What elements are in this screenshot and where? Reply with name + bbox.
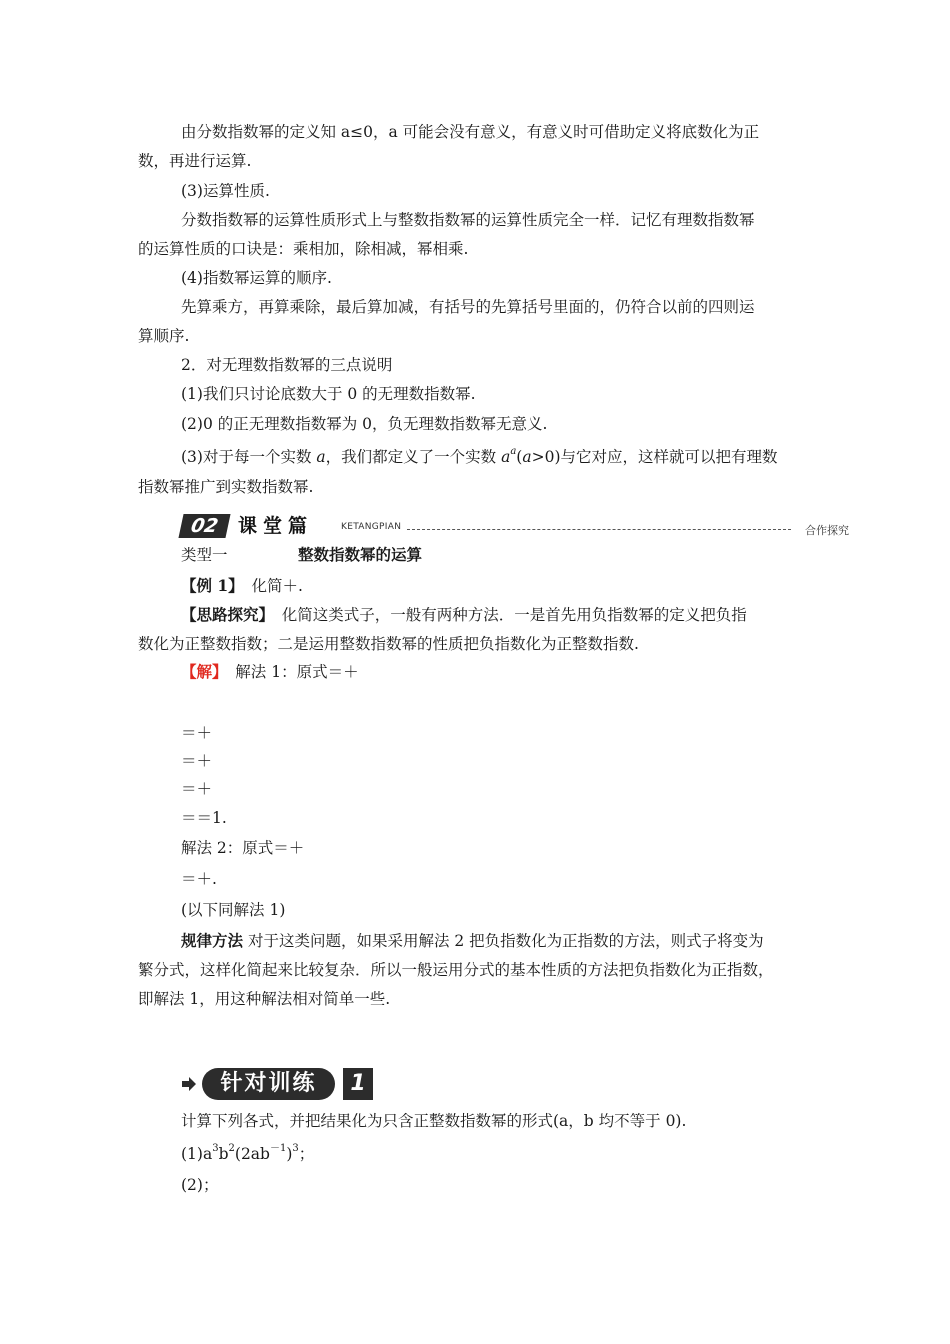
idea-paragraph: 【思路探究】 化简这类式子，一般有两种方法．一是首先用负指数幂的定义把负指 [181,605,747,624]
solution-line-1: 【解】 解法 1：原式＝＋ [181,662,359,681]
solution-method-2: 解法 2：原式＝＋ [181,839,305,857]
intro-paragraph-2-cont: 的运算性质的口诀是：乘相加，除相减，幂相乘. [138,240,469,258]
example-text: 化简＋. [251,577,303,595]
intro-paragraph-3: 先算乘方，再算乘除，最后算加减，有括号的先算括号里面的，仍符合以前的四则运 [181,298,755,316]
section-number-badge: 02 [178,514,230,538]
intro-paragraph-1: 由分数指数幂的定义知 a≤0，a 可能会没有意义，有意义时可借助定义将底数化为正 [181,123,760,141]
exercise-item-2: (2)； [181,1176,219,1194]
intro-paragraph-1-cont: 数，再进行运算. [138,152,252,170]
idea-label: 【思路探究】 [181,605,267,624]
point-item-1: (1)我们只讨论底数大于 0 的无理数指数幂. [181,385,476,403]
solution-label: 【解】 [181,662,220,681]
heading-operation-properties: (3)运算性质. [181,182,270,200]
section-pinyin: KETANGPIAN [341,522,402,532]
training-banner [181,1066,401,1102]
exercise-item-1: $(1)a^3b^2(2ab^{-1})^3$； [181,1142,315,1163]
solution-step-1: ＝＋ [181,724,213,742]
solution-step-5: ＝＋. [181,870,217,888]
section-tag: 合作探究 [805,524,849,537]
solution-step-4: ＝＝1. [181,809,227,827]
section-divider [407,529,791,530]
intro-paragraph-3-cont: 算顺序. [138,327,190,345]
rule-paragraph-cont-1: 繁分式，这样化简起来比较复杂．所以一般运用分式的基本性质的方法把负指数化为正指数， [138,961,774,979]
training-number: 1 [343,1068,373,1100]
training-title: 针对训练 [202,1068,335,1100]
type-heading [181,545,581,565]
solution-note: (以下同解法 1) [181,901,286,919]
type-title: 整数指数幂的运算 [298,545,423,564]
rule-paragraph: 规律方法 对于这类问题，如果采用解法 2 把负指数化为正指数的方法，则式子将变为 [181,931,764,950]
solution-step-3: ＝＋ [181,780,213,798]
point-2-heading: 2．对无理数指数幂的三点说明 [181,356,393,374]
exercise-question: 计算下列各式，并把结果化为只含正整数指数幂的形式(a，b 均不等于 0). [181,1112,687,1130]
idea-paragraph-cont: 数化为正整数指数；二是运用整数指数幂的性质把负指数化为正整数指数. [138,635,639,653]
intro-paragraph-2: 分数指数幂的运算性质形式上与整数指数幂的运算性质完全一样．记忆有理数指数幂 [181,211,755,229]
point-item-2: (2)0 的正无理数指数幂为 0，负无理数指数幂无意义. [181,415,548,433]
example-1 [181,576,303,596]
section-title: 课堂篇 [238,515,314,537]
heading-operation-order: (4)指数幂运算的顺序. [181,269,332,287]
rule-paragraph-cont-2: 即解法 1，用这种解法相对简单一些. [138,990,391,1008]
section-banner [181,513,849,539]
point-item-3: (3)对于每一个实数 a，我们都定义了一个实数 $a^a(a>0)$与它对应，这样就可以把有理数 [181,445,778,466]
type-label: 类型一 [181,546,228,564]
arrow-right-icon [181,1076,197,1092]
example-label: 【例 1】 [181,576,236,595]
rule-label: 规律方法 [181,931,244,950]
solution-step-2: ＝＋ [181,752,213,770]
point-item-3-cont: 指数幂推广到实数指数幂. [138,478,314,496]
